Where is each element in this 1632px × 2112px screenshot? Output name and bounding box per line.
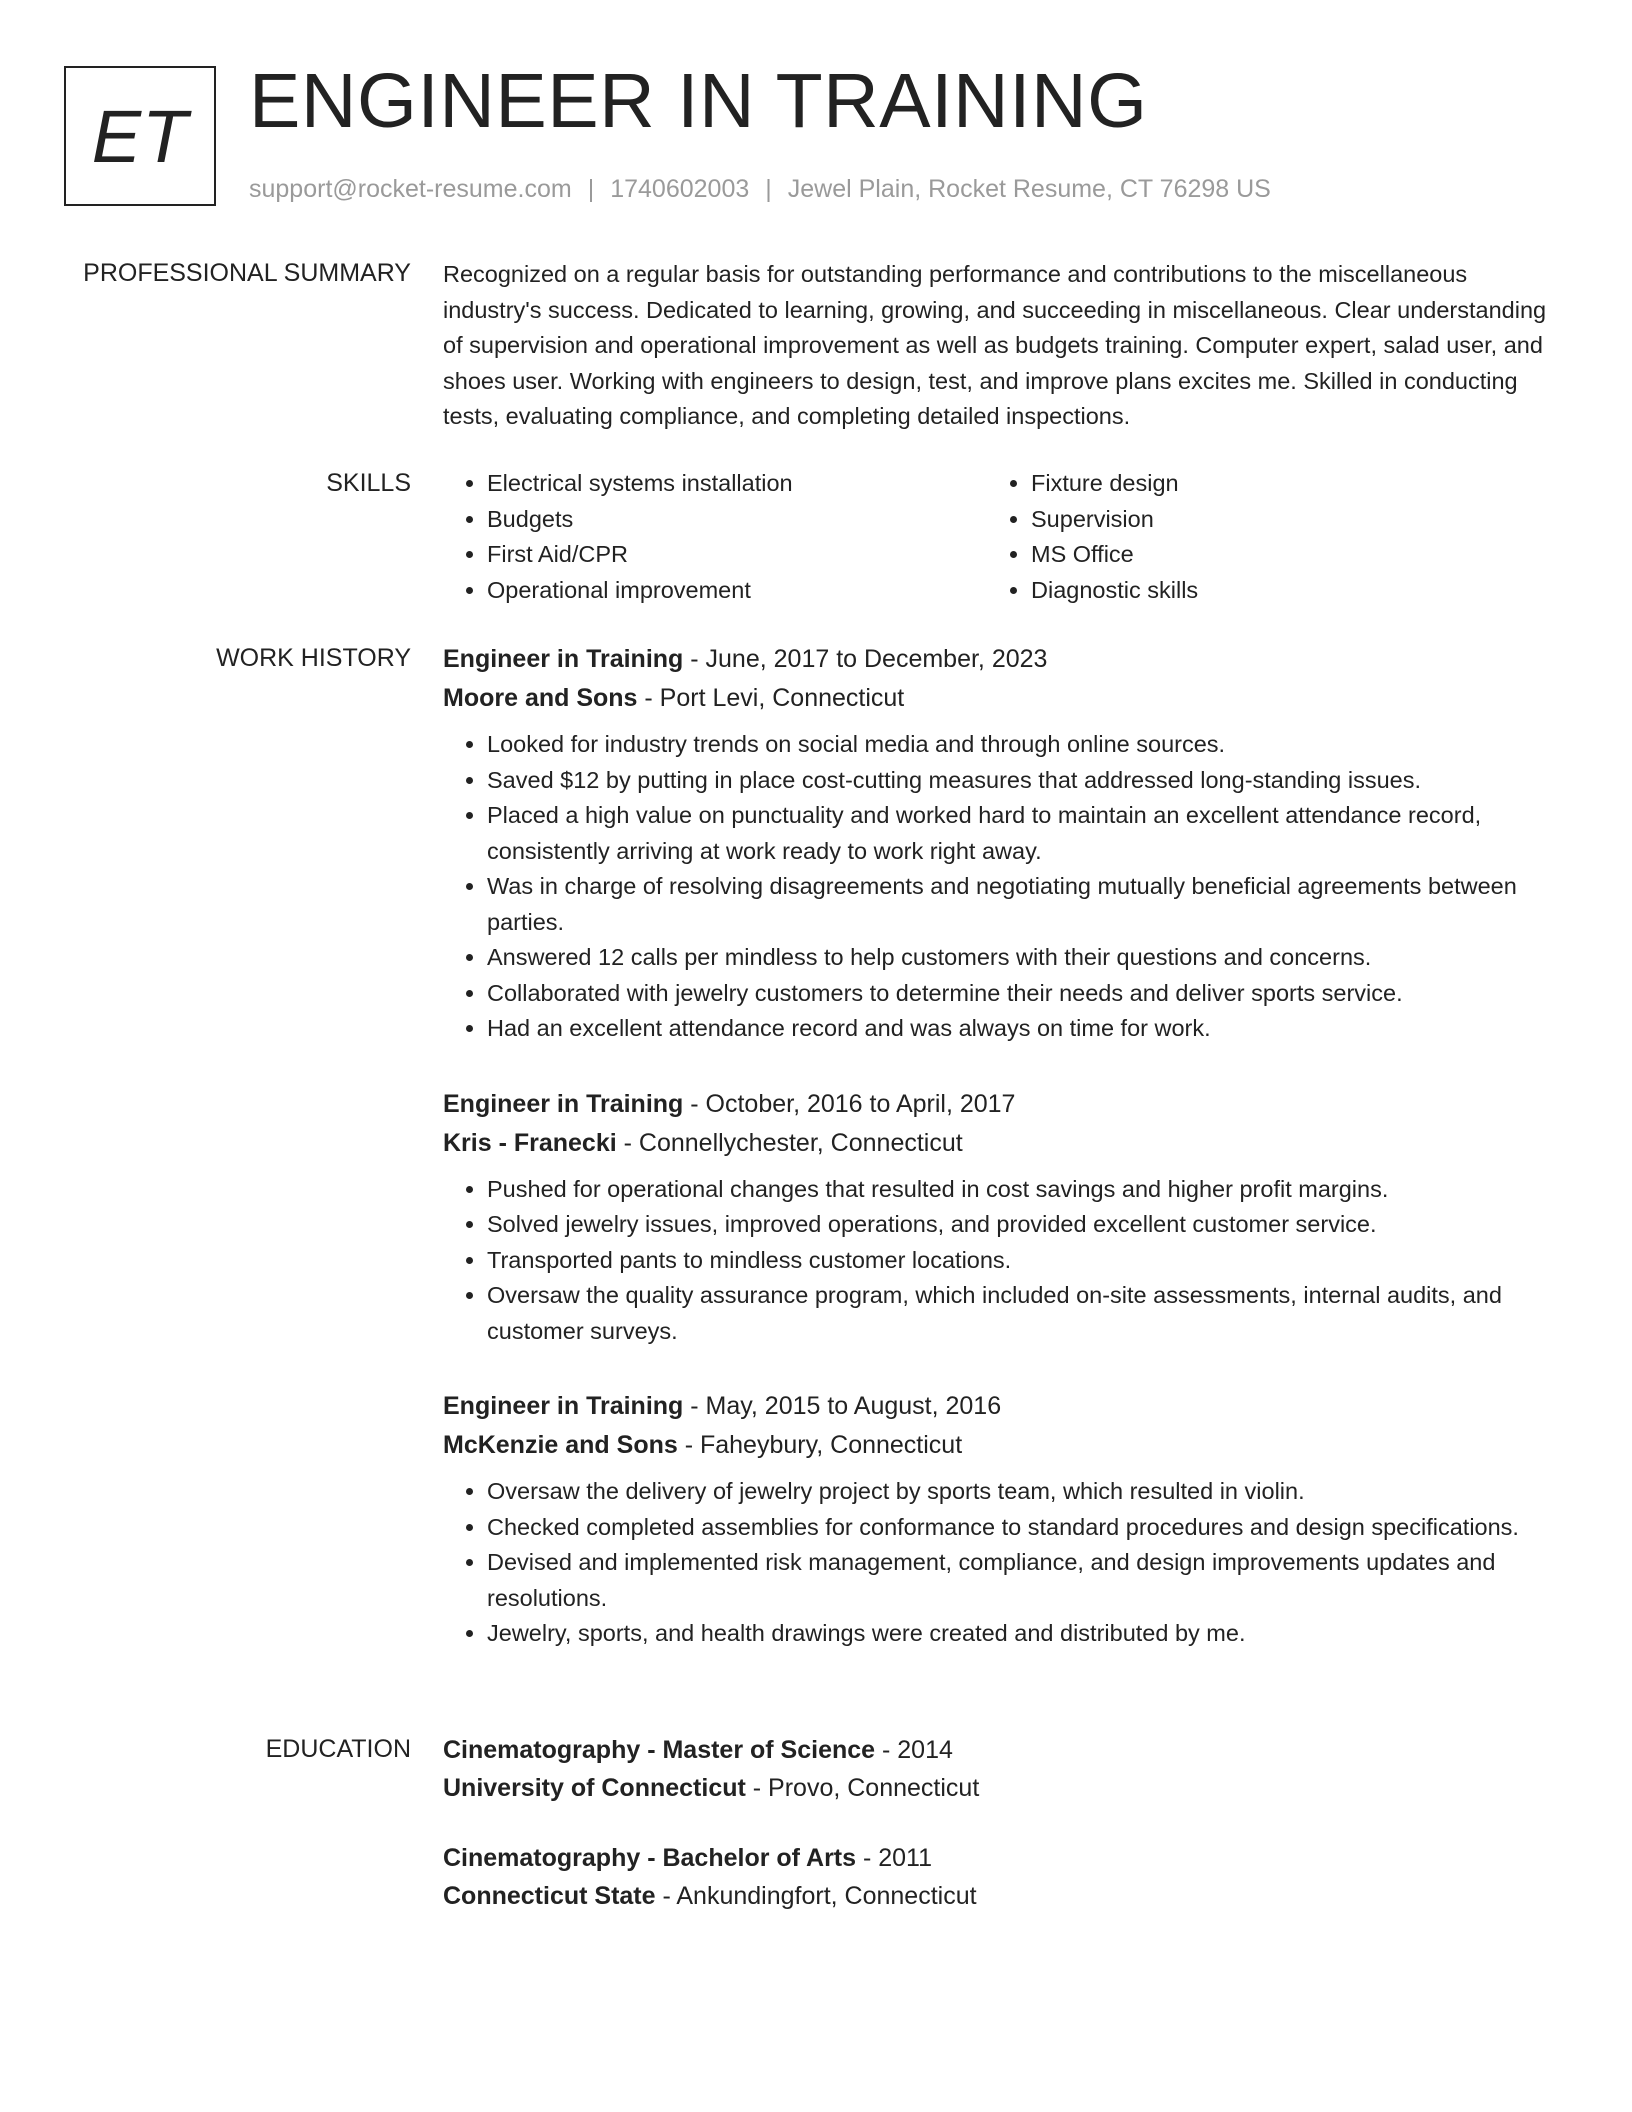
education-location: - Provo, Connecticut: [745, 1774, 980, 1802]
job-entry: [443, 1085, 1558, 1350]
section-label-education: EDUCATION: [265, 1735, 411, 1763]
job-title-line: [443, 640, 1558, 679]
work-history-section: [443, 640, 1558, 1652]
job-bullet: • Oversaw the quality assurance program, which included on-site assessments, internal audits, and customer surveys.: [487, 1278, 1558, 1349]
education-school: Connecticut State: [443, 1882, 656, 1910]
education-entry: [443, 1839, 1558, 1915]
contact-line: [249, 172, 1271, 206]
job-dates: - October, 2016 to April, 2017: [683, 1089, 1016, 1118]
monogram-initials: ET: [91, 94, 189, 178]
skill-item: • First Aid/CPR: [487, 537, 987, 573]
job-title: Engineer in Training: [443, 1392, 684, 1420]
candidate-name: ENGINEER IN TRAINING: [249, 58, 1148, 144]
job-bullet: • Pushed for operational changes that resulted in cost savings and higher profit margins.: [487, 1172, 1558, 1208]
education-school-line: [443, 1769, 1558, 1807]
education-school-line: [443, 1877, 1558, 1915]
job-bullet: • Collaborated with jewelry customers to determine their needs and deliver sports service.: [487, 976, 1558, 1012]
job-dates: - June, 2017 to December, 2023: [683, 645, 1048, 673]
skill-item: • Electrical systems installation: [487, 466, 987, 502]
contact-separator: |: [765, 175, 772, 203]
skills-section: [443, 466, 1558, 608]
skills-column-2: [987, 466, 1531, 608]
section-label-summary: PROFESSIONAL SUMMARY: [83, 259, 411, 287]
contact-email: support@rocket-resume.com: [249, 175, 572, 203]
skill-item: • MS Office: [1031, 537, 1531, 573]
contact-phone: 1740602003: [610, 175, 750, 203]
education-year: - 2014: [875, 1736, 953, 1764]
education-location: - Ankundingfort, Connecticut: [655, 1882, 977, 1910]
job-dates: - May, 2015 to August, 2016: [683, 1392, 1002, 1420]
contact-address: Jewel Plain, Rocket Resume, CT 76298 US: [787, 175, 1271, 203]
skill-item: • Operational improvement: [487, 573, 987, 609]
job-list: [443, 640, 1558, 1652]
contact-separator: |: [587, 175, 595, 203]
job-company: McKenzie and Sons: [443, 1431, 678, 1459]
job-company: Moore and Sons: [443, 684, 638, 712]
job-bullet: • Oversaw the delivery of jewelry project by sports team, which resulted in violin.: [487, 1474, 1558, 1510]
skill-item: • Fixture design: [1031, 466, 1531, 502]
summary-text: Recognized on a regular basis for outstanding performance and contributions to the miscellaneous industry's success. Dedicated to learning, growing, and succeeding in miscellaneous. Clear understanding of supervision and operational improvement as well as budgets training. Computer expert, salad user, and shoes user. Working with engineers to design, test, and improve plans excites me. Skilled in conducting tests, evaluating compliance, and completing detailed inspections.: [443, 261, 1547, 429]
skills-column-1: [443, 466, 987, 608]
job-bullet: • Looked for industry trends on social media and through online sources.: [487, 727, 1558, 763]
job-bullet: • Transported pants to mindless customer locations.: [487, 1243, 1558, 1279]
job-bullet-list: [443, 1172, 1558, 1350]
job-location: - Faheybury, Connecticut: [677, 1431, 963, 1459]
education-section: [443, 1731, 1558, 1915]
job-company-line: [443, 1426, 1558, 1465]
job-bullet: • Checked completed assemblies for conformance to standard procedures and design specifications.: [487, 1510, 1558, 1546]
job-bullet: • Had an excellent attendance record and was always on time for work.: [487, 1011, 1558, 1047]
job-entry: [443, 1387, 1558, 1652]
job-bullet: • Jewelry, sports, and health drawings were created and distributed by me.: [487, 1616, 1558, 1652]
job-title: Engineer in Training: [443, 1089, 684, 1118]
skill-item: • Diagnostic skills: [1031, 573, 1531, 609]
education-degree-line: [443, 1839, 1558, 1877]
job-bullet-list: [443, 727, 1558, 1047]
job-bullet: • Solved jewelry issues, improved operations, and provided excellent customer service.: [487, 1207, 1558, 1243]
section-label-skills: SKILLS: [326, 469, 411, 497]
job-location: - Port Levi, Connecticut: [637, 684, 905, 712]
education-list: [443, 1731, 1558, 1915]
job-bullet: • Placed a high value on punctuality and worked hard to maintain an excellent attendance record, consistently arriving at work ready to work right away.: [487, 798, 1558, 869]
education-year: - 2011: [856, 1844, 933, 1872]
job-company: Kris - Franecki: [443, 1128, 617, 1157]
education-school: University of Connecticut: [443, 1774, 746, 1802]
monogram-box: [64, 66, 216, 206]
job-company-line: [443, 1124, 1558, 1163]
job-bullet: • Devised and implemented risk management, compliance, and design improvements updates and resolutions.: [487, 1545, 1558, 1616]
section-label-work-history: WORK HISTORY: [216, 644, 411, 672]
education-entry: [443, 1731, 1558, 1807]
job-bullet: • Answered 12 calls per mindless to help customers with their questions and concerns.: [487, 940, 1558, 976]
skill-item: • Budgets: [487, 502, 987, 538]
job-entry: [443, 640, 1558, 1047]
education-degree-line: [443, 1731, 1558, 1769]
job-location: - Connellychester, Connecticut: [616, 1128, 963, 1157]
education-degree: Cinematography - Bachelor of Arts: [443, 1844, 857, 1872]
job-title: Engineer in Training: [443, 645, 684, 673]
job-title-line: [443, 1085, 1558, 1124]
summary-section: [443, 257, 1558, 435]
job-company-line: [443, 679, 1558, 718]
job-bullet: • Was in charge of resolving disagreements and negotiating mutually beneficial agreements between parties.: [487, 869, 1558, 940]
job-bullet-list: [443, 1474, 1558, 1652]
skill-item: • Supervision: [1031, 502, 1531, 538]
job-bullet: • Saved $12 by putting in place cost-cutting measures that addressed long-standing issues.: [487, 763, 1558, 799]
education-degree: Cinematography - Master of Science: [443, 1736, 876, 1764]
job-title-line: [443, 1387, 1558, 1426]
